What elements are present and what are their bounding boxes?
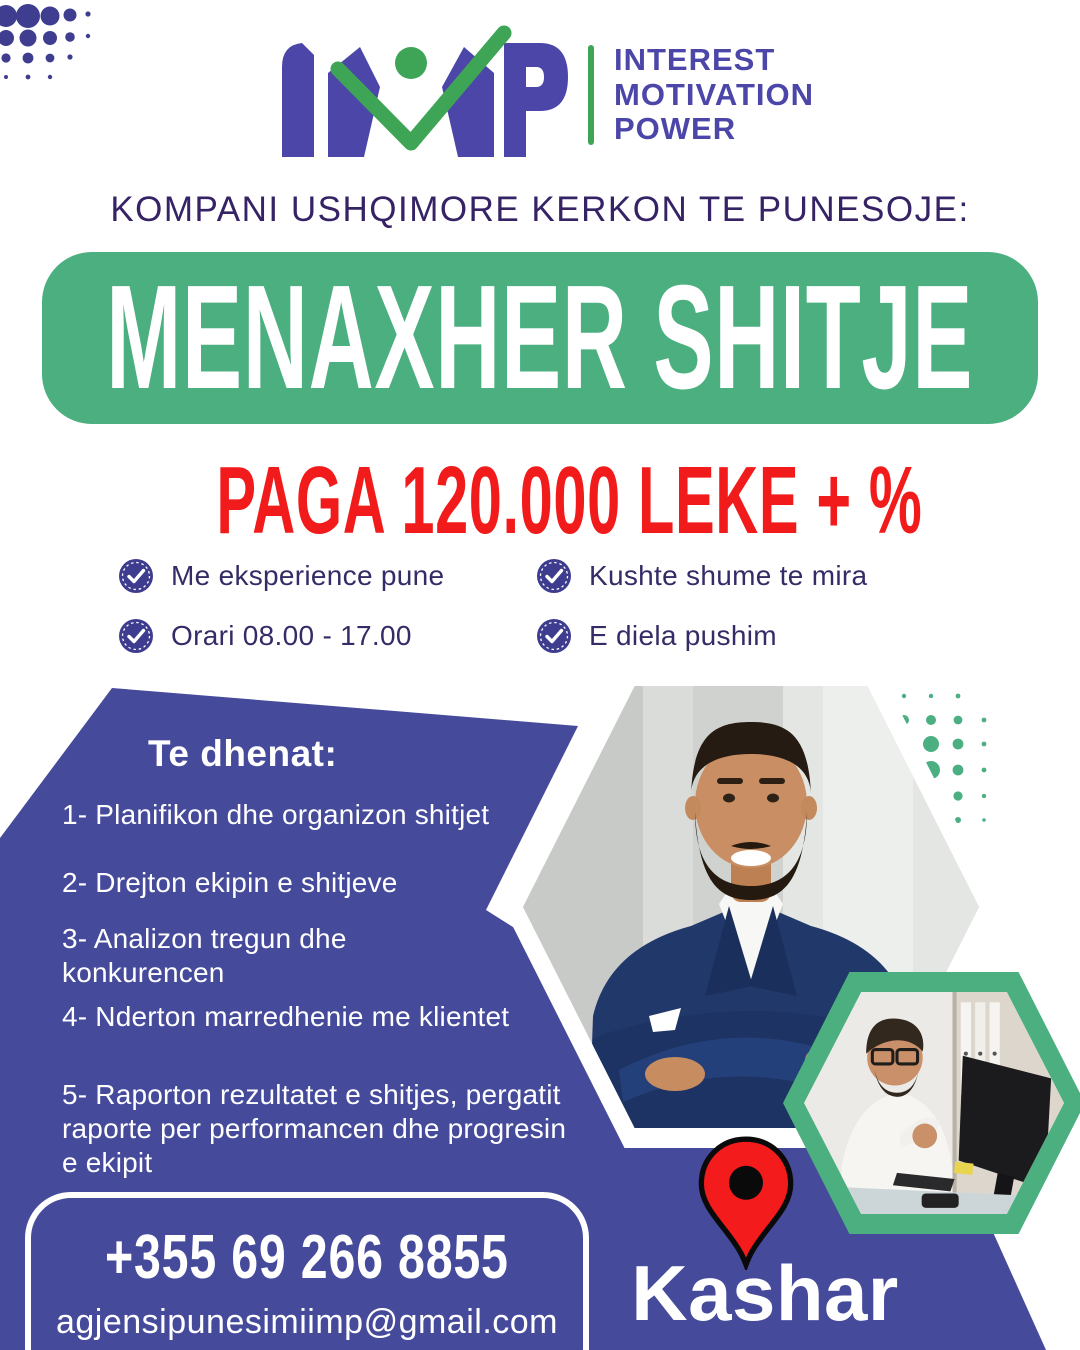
detail-item-5: 5- Raporton rezultatet e shitjes, pergatit raporte per performancen dhe progresin e ekipit — [62, 1079, 567, 1179]
job-title: MENAXHER SHITJE — [106, 255, 974, 420]
purple-dots-pattern — [0, 2, 104, 94]
detail-item-4: 4- Nderton marredhenie me klientet — [62, 1001, 510, 1032]
check-icon — [536, 618, 572, 654]
phone-number: +355 69 266 8855 — [105, 1223, 509, 1292]
check-icon — [536, 558, 572, 594]
logo-divider — [588, 45, 594, 145]
benefits-grid — [118, 558, 968, 654]
headline: KOMPANI USHQIMORE KERKON TE PUNESOJE: — [110, 190, 970, 229]
location-name: Kashar — [631, 1249, 899, 1337]
benefit-label: Orari 08.00 - 17.00 — [171, 620, 412, 651]
salary-line — [0, 446, 1080, 556]
benefit-item — [536, 558, 968, 594]
contact-box — [25, 1192, 589, 1350]
check-icon — [118, 558, 154, 594]
benefit-item — [536, 618, 968, 654]
check-icon — [118, 618, 154, 654]
detail-item-2: 2- Drejton ekipin e shitjeve — [62, 867, 398, 898]
detail-item-3: 3- Analizon tregun dhe konkurencen — [62, 923, 347, 989]
salary-text: PAGA 120.000 LEKE + % — [216, 447, 923, 554]
benefit-label: Me eksperience pune — [171, 560, 445, 591]
tagline-line-1: INTEREST — [614, 41, 776, 77]
office-worker-photo — [804, 992, 1064, 1214]
job-title-box — [42, 252, 1038, 424]
tagline-line-3: POWER — [614, 111, 737, 147]
benefit-item — [118, 618, 536, 654]
imp-logo-mark — [268, 25, 568, 165]
details-heading: Te dhenat: — [148, 733, 338, 774]
benefit-label: Kushte shume te mira — [589, 560, 868, 591]
email-address: agjensipunesimiimp@gmail.com — [55, 1303, 559, 1341]
logo-tagline — [614, 43, 814, 147]
phone-line — [31, 1222, 583, 1293]
benefit-label: E diela pushim — [589, 620, 777, 651]
tagline-line-2: MOTIVATION — [614, 76, 814, 112]
benefit-item — [118, 558, 536, 594]
imp-logo — [268, 20, 814, 170]
detail-item-1: 1- Planifikon dhe organizon shitjet — [62, 799, 490, 830]
